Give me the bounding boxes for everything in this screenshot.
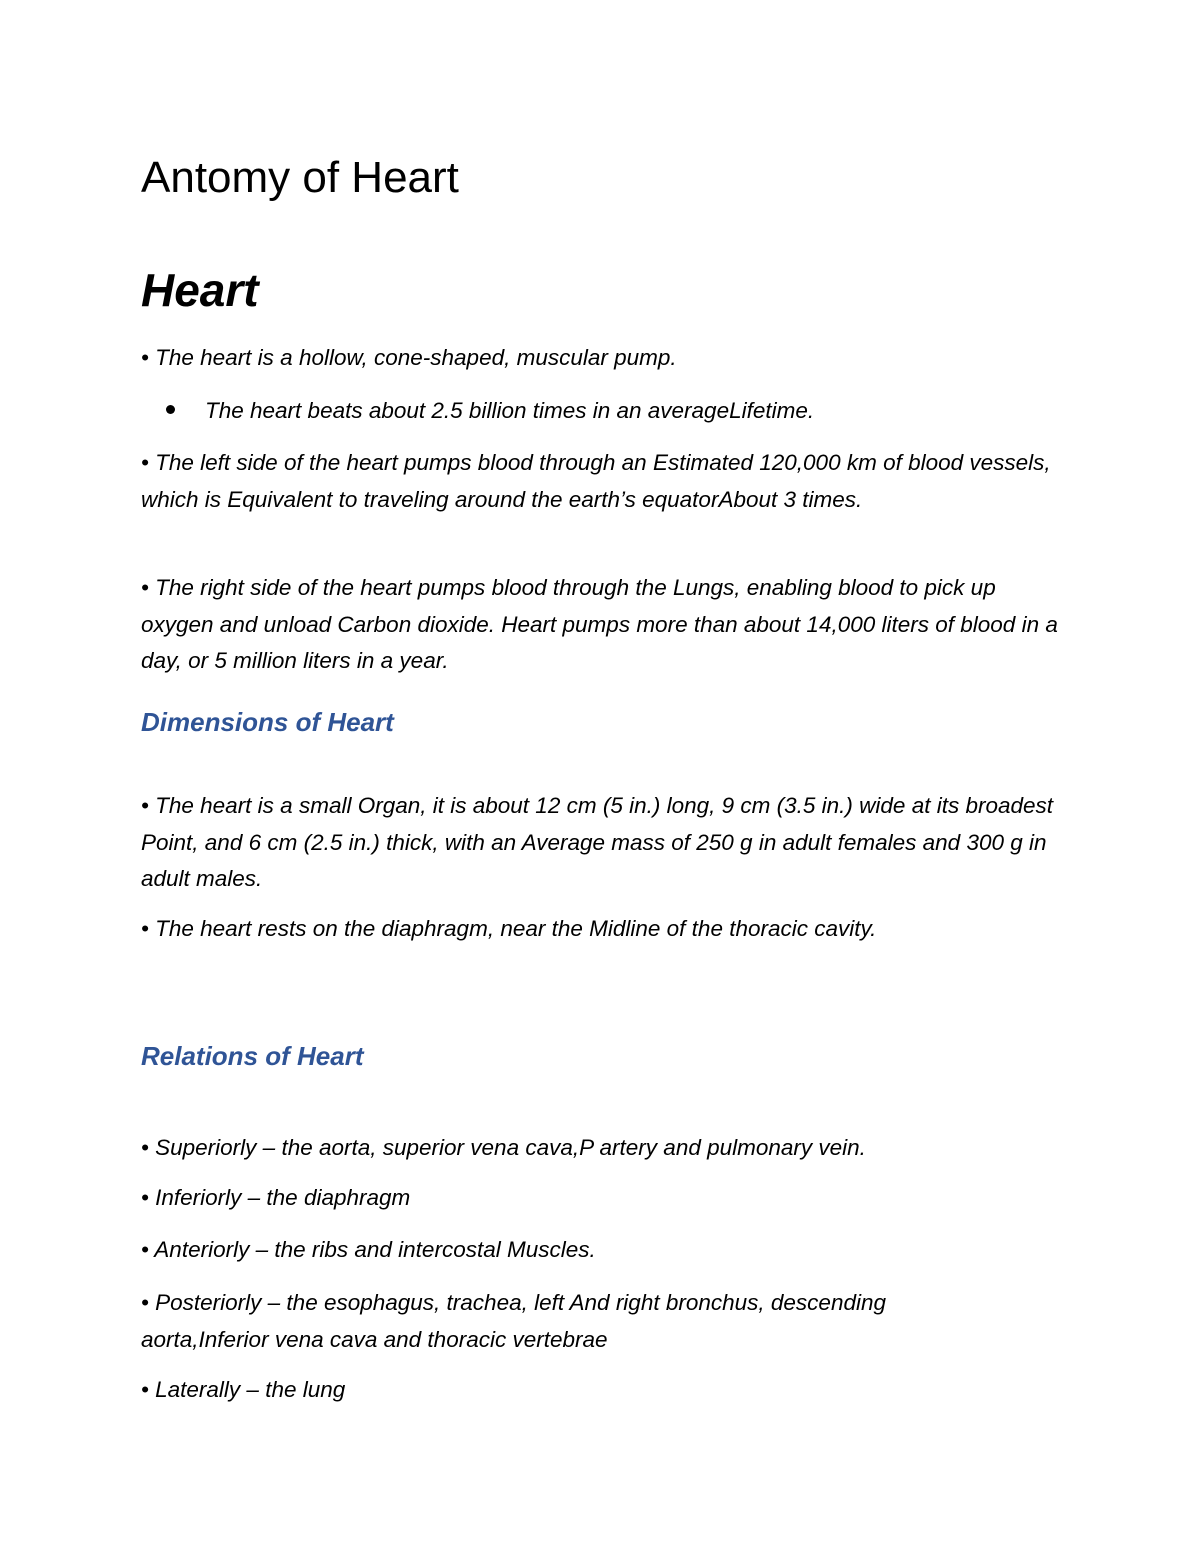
bullet-heart-hollow: • The heart is a hollow, cone-shaped, muscular pump.: [141, 345, 677, 370]
heading-relations: Relations of Heart: [141, 1041, 364, 1071]
bullet-rests-diaphragm: • The heart rests on the diaphragm, near the Midline of the thoracic cavity.: [141, 916, 877, 941]
heading-heart: Heart: [141, 264, 259, 316]
bullet-small-organ: • The heart is a small Organ, it is about 12 cm (5 in.) long, 9 cm (3.5 in.) wide at its broadest Point, and 6 cm (2.5 in.) thick, with an Average mass of 250 g in adult females and 300 g in adult males.: [141, 793, 1054, 891]
bullet-superiorly: • Superiorly – the aorta, superior vena cava,P artery and pulmonary vein.: [141, 1135, 866, 1160]
bullet-posteriorly: • Posteriorly – the esophagus, trachea, left And right bronchus, descending aorta,Inferior vena cava and thoracic vertebrae: [141, 1290, 886, 1352]
bullet-anteriorly: • Anteriorly – the ribs and intercostal Muscles.: [141, 1237, 596, 1262]
sub-bullet-heart-beats: [166, 393, 814, 429]
bullet-inferiorly: • Inferiorly – the diaphragm: [141, 1185, 411, 1210]
document-title: Antomy of Heart: [141, 153, 459, 202]
heading-dimensions: Dimensions of Heart: [141, 707, 394, 737]
bullet-dot-icon: [166, 405, 175, 414]
bullet-right-side: • The right side of the heart pumps blood through the Lungs, enabling blood to pick up oxygen and unload Carbon dioxide. Heart pumps more than about 14,000 liters of blood in a day, or 5 million liters in a year.: [141, 575, 1058, 673]
sub-bullet-text: The heart beats about 2.5 billion times in an averageLifetime.: [205, 398, 815, 423]
bullet-left-side: • The left side of the heart pumps blood through an Estimated 120,000 km of blood vessels, which is Equivalent to traveling around the earth’s equatorAbout 3 times.: [141, 450, 1051, 512]
bullet-laterally: • Laterally – the lung: [141, 1377, 346, 1402]
